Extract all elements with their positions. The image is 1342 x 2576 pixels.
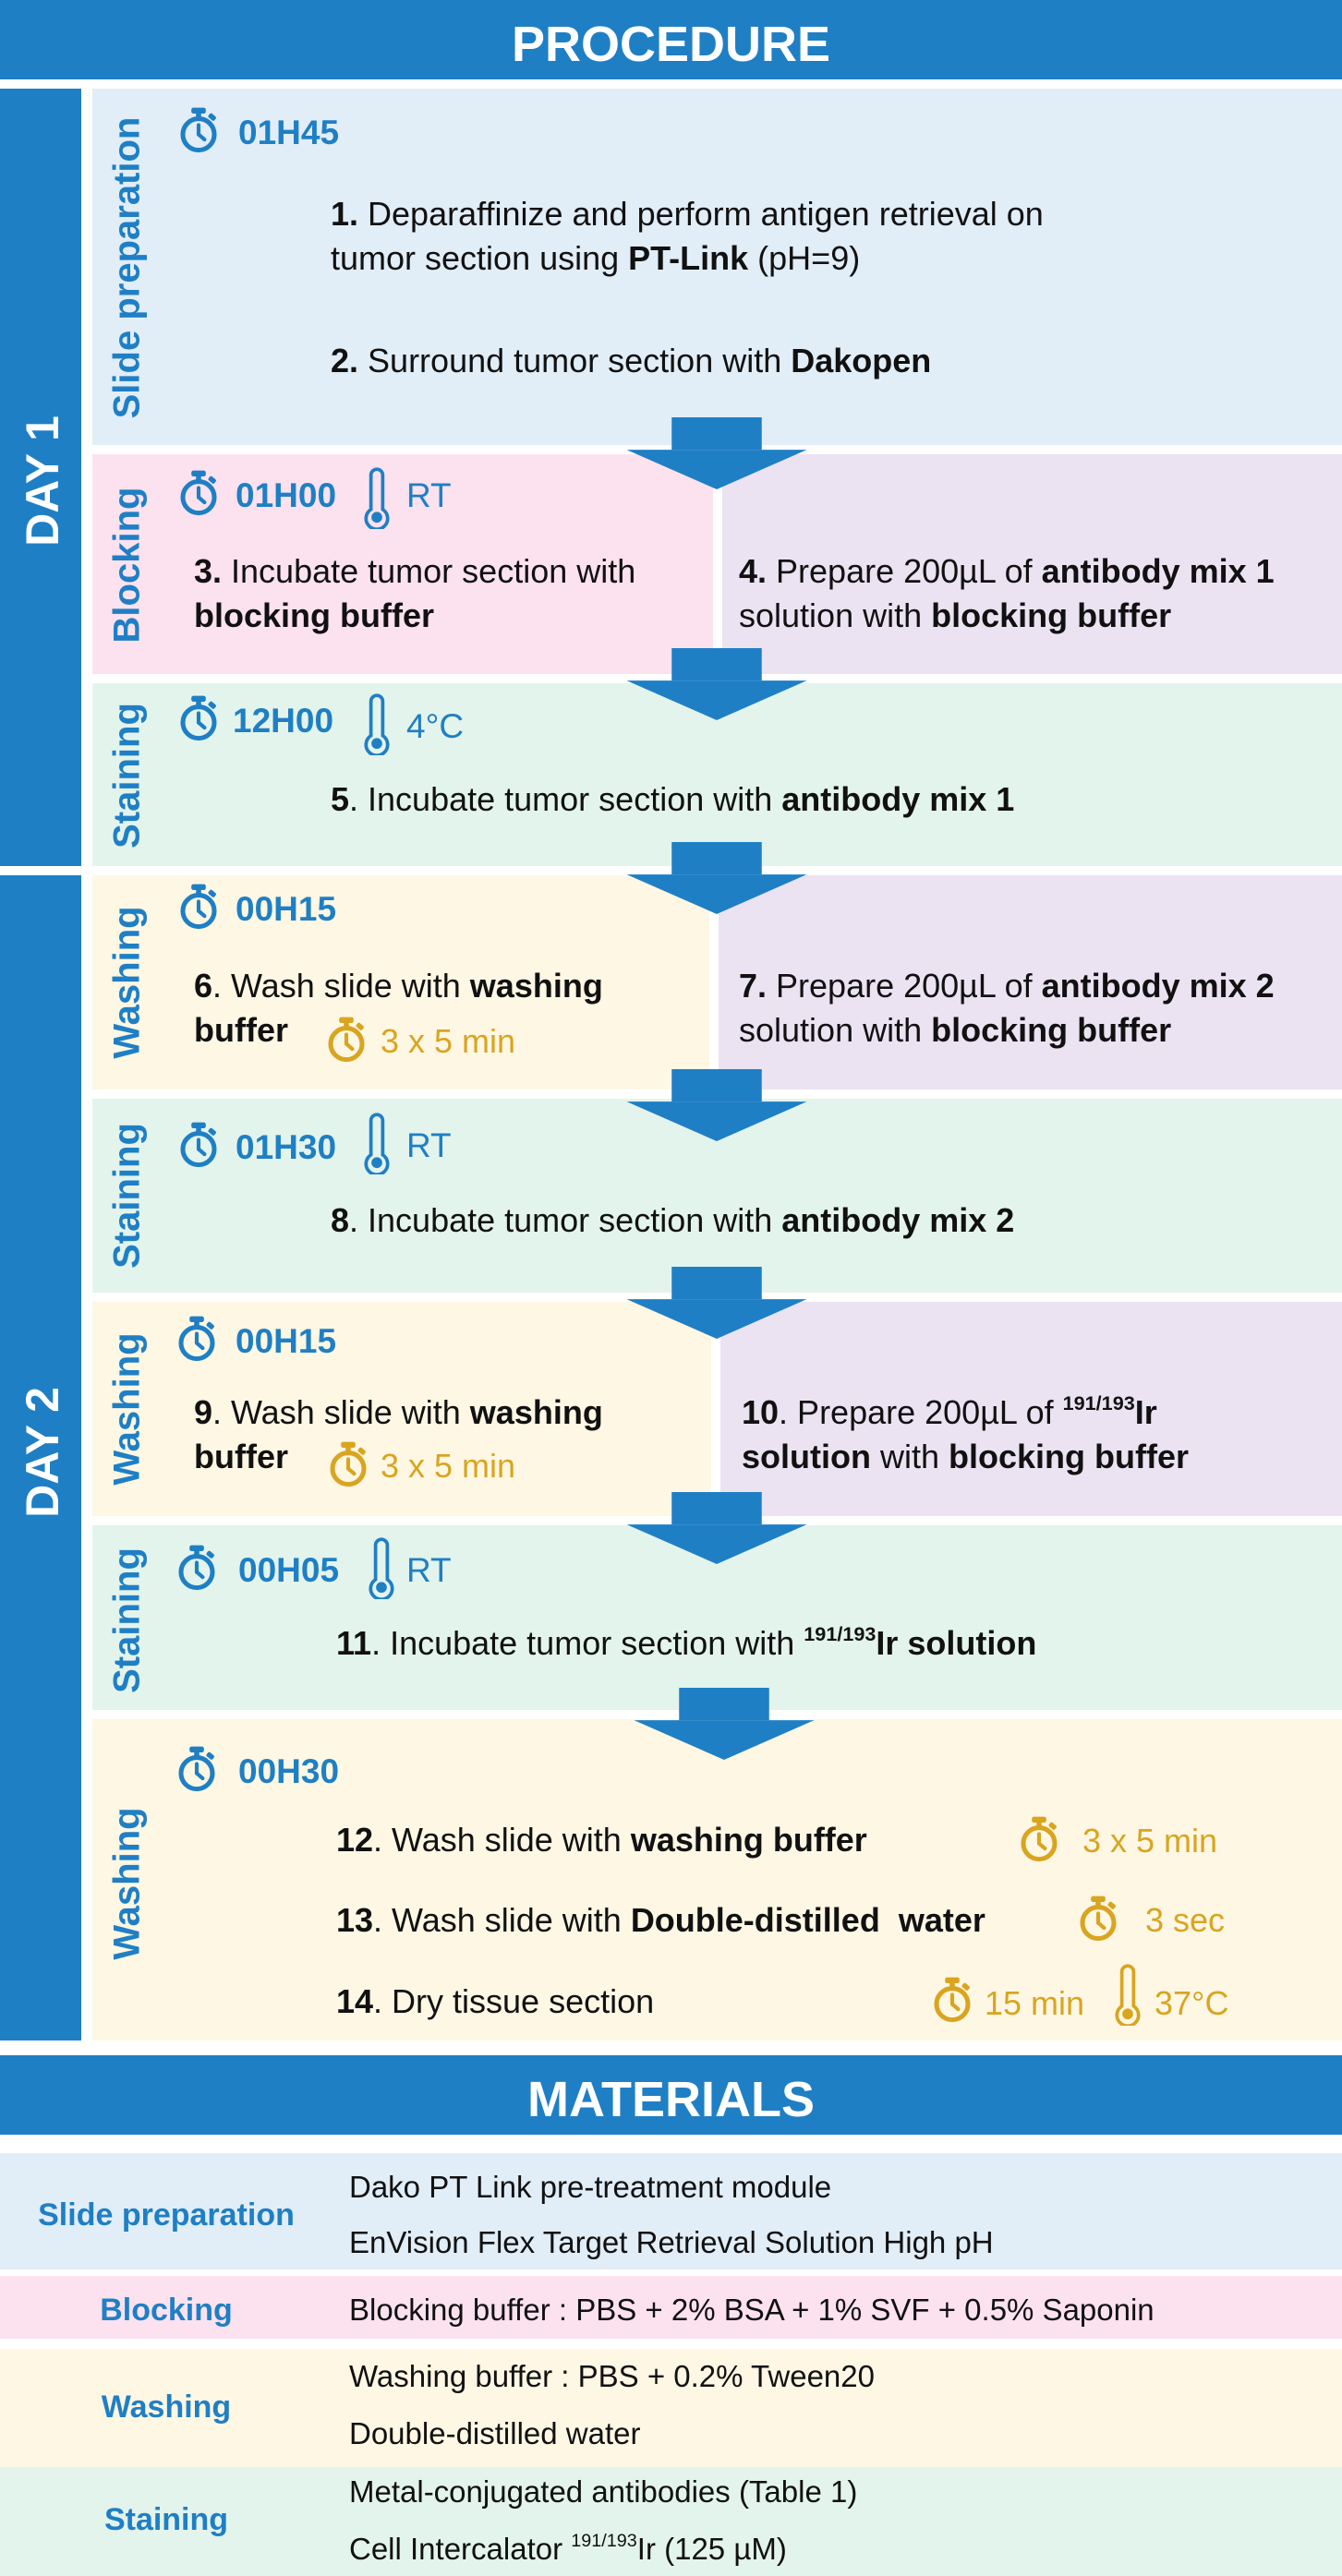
step-9-bold-2: buffer [194,1438,288,1475]
step-13 [336,1898,1075,1943]
stopwatch-icon [175,1315,218,1363]
step-12-number: 12 [336,1821,374,1859]
material-item: Metal-conjugated antibodies (Table 1) [349,2474,858,2509]
step-5 [331,777,1300,822]
step-5-text: . Incubate tumor section with [349,780,782,818]
material-item-text-2: Ir (125 µM) [636,2532,787,2566]
step-14-temperature: 37°C [1155,1984,1229,2022]
step-7-bold-2: blocking buffer [931,1011,1172,1049]
staining-3-time: 00H05 [238,1551,340,1589]
step-13-text: . Wash slide with [373,1901,631,1939]
step-9-duration: 3 x 5 min [381,1447,516,1485]
step-11-text: . Incubate tumor section with [371,1624,804,1662]
step-10-bold-3: blocking buffer [949,1438,1190,1475]
day-2-label: DAY 2 [17,1387,68,1518]
thermometer-icon [1113,1963,1143,2026]
stopwatch-icon [175,1745,218,1793]
blocking-time: 01H00 [236,476,337,514]
step-12-duration: 3 x 5 min [1082,1822,1218,1860]
material-item: Dako PT Link pre-treatment module [349,2170,832,2204]
staining-2-time: 01H30 [236,1128,337,1166]
step-14-number: 14 [336,1982,374,2020]
material-item: Washing buffer : PBS + 0.2% Tween20 [349,2359,875,2393]
step-10-number: 10 [742,1393,780,1431]
procedure-header [0,0,1342,79]
step-9-number: 9 [194,1393,213,1431]
step-6-number: 6 [194,967,213,1005]
slide-prep-label: Slide preparation [106,116,148,419]
step-2-text: Surround tumor section with [358,342,792,379]
materials-staining-label: Staining [103,2502,229,2537]
thermometer-icon [362,466,392,529]
step-1 [331,192,1300,281]
stopwatch-icon [327,1440,369,1488]
step-11-bold: Ir solution [876,1624,1037,1662]
thermometer-icon [362,1112,392,1174]
washing-3-label: Washing [106,1807,148,1960]
step-3-number: 3. [194,552,223,590]
step-1-text-2: tumor section using [331,239,629,277]
step-4-text-1: Prepare 200µL of [767,552,1042,590]
step-12 [336,1818,1075,1862]
step-8-number: 8 [331,1201,350,1239]
flow-arrow [626,648,807,720]
step-6-text: . Wash slide with [212,967,470,1005]
material-item: EnVision Flex Target Retrieval Solution High pH [349,2225,994,2259]
step-14 [336,1980,983,2024]
stopwatch-icon [177,469,220,517]
material-item-text: Cell Intercalator [349,2532,572,2566]
thermometer-icon [367,1536,396,1599]
step-9-bold-1: washing [469,1393,603,1431]
step-6-duration: 3 x 5 min [381,1022,516,1060]
step-4 [739,549,1339,638]
day-1-label: DAY 1 [17,415,68,547]
step-4-number: 4. [739,552,768,590]
step-10-text-1: . Prepare 200µL of [779,1393,1063,1431]
staining-2-temperature: RT [406,1126,452,1164]
step-9-text: . Wash slide with [212,1393,470,1431]
step-8 [331,1198,1300,1243]
slide-prep-time: 01H45 [238,114,340,151]
washing-2-time: 00H15 [236,1322,337,1360]
stopwatch-icon [177,883,220,931]
stopwatch-icon [175,1544,218,1592]
step-2 [331,339,1300,383]
material-item [349,2531,787,2566]
material-item: Double-distilled water [349,2416,641,2450]
flow-arrow [626,417,807,489]
step-8-text: . Incubate tumor section with [349,1201,782,1239]
step-10-bold-1: Ir [1134,1393,1157,1431]
step-5-bold: antibody mix 1 [781,780,1015,818]
flow-arrow [626,1492,807,1564]
step-5-number: 5 [331,780,350,818]
staining-3-temperature: RT [406,1551,452,1589]
flow-arrow [626,842,807,914]
flow-arrow [626,1069,807,1141]
step-11-number: 11 [336,1624,372,1662]
materials-title: MATERIALS [527,2072,815,2127]
step-10-superscript: 191/193 [1062,1390,1135,1414]
day-1-bar [0,89,81,866]
step-1-number: 1. [331,195,359,233]
step-14-duration: 15 min [985,1984,1085,2022]
staining-1-time: 12H00 [233,702,334,740]
stopwatch-icon [177,106,220,154]
step-13-number: 13 [336,1901,374,1939]
stopwatch-icon [931,1976,973,2024]
step-7 [739,964,1339,1053]
step-3-text: Incubate tumor section with [222,552,636,590]
step-14-text: . Dry tissue section [373,1982,655,2020]
step-4-bold-1: antibody mix 1 [1041,552,1275,590]
step-12-text: . Wash slide with [373,1821,631,1859]
step-4-text-2: solution with [739,596,932,634]
materials-slide-prep-label: Slide preparation [38,2197,295,2233]
step-8-bold: antibody mix 2 [781,1201,1015,1239]
step-7-text-1: Prepare 200µL of [767,967,1042,1005]
washing-3-time: 00H30 [238,1752,340,1790]
step-10-bold-2: solution [742,1438,871,1475]
step-1-text-3: (pH=9) [748,239,861,277]
step-2-number: 2. [331,342,359,379]
flow-arrow [634,1688,815,1760]
step-11-superscript: 191/193 [804,1621,877,1645]
flow-arrow [626,1267,807,1339]
step-4-bold-2: blocking buffer [931,596,1172,634]
step-7-bold-1: antibody mix 2 [1041,967,1275,1005]
staining-1-label: Staining [106,703,148,849]
material-item-superscript: 191/193 [571,2531,637,2552]
step-7-number: 7. [739,967,768,1005]
step-3 [194,549,711,638]
stopwatch-icon [177,694,220,742]
procedure-title: PROCEDURE [511,17,831,72]
step-11 [336,1621,1306,1666]
step-1-bold: PT-Link [628,239,749,277]
step-6-bold-2: buffer [194,1011,288,1049]
staining-3-label: Staining [106,1547,148,1693]
materials-header [0,2055,1342,2135]
step-1-text-1: Deparaffinize and perform antigen retrieval on [358,195,1044,233]
day-2-bar [0,875,81,2040]
washing-1-label: Washing [106,906,148,1059]
stopwatch-icon [1077,1895,1119,1943]
stopwatch-icon [325,1016,368,1064]
materials-blocking-label: Blocking [100,2293,233,2328]
step-7-text-2: solution with [739,1011,932,1049]
blocking-temperature: RT [406,476,452,514]
washing-1-time: 00H15 [236,890,337,928]
step-10 [742,1390,1337,1479]
stopwatch-icon [1018,1815,1060,1863]
stopwatch-icon [177,1121,220,1169]
step-3-bold: blocking buffer [194,596,434,634]
step-2-bold: Dakopen [791,342,932,379]
step-10-text-2: with [870,1438,949,1475]
blocking-label: Blocking [106,487,148,644]
washing-2-label: Washing [106,1332,148,1486]
staining-2-label: Staining [106,1123,148,1269]
thermometer-icon [362,692,392,755]
step-6-bold-1: washing [469,967,603,1005]
step-12-bold: washing buffer [630,1821,867,1859]
step-13-bold: Double-distilled water [630,1901,985,1939]
materials-washing-label: Washing [101,2389,232,2425]
step-13-duration: 3 sec [1145,1901,1226,1939]
staining-1-temperature: 4°C [406,707,465,745]
material-item: Blocking buffer : PBS + 2% BSA + 1% SVF + 0.5% Saponin [349,2293,1155,2327]
